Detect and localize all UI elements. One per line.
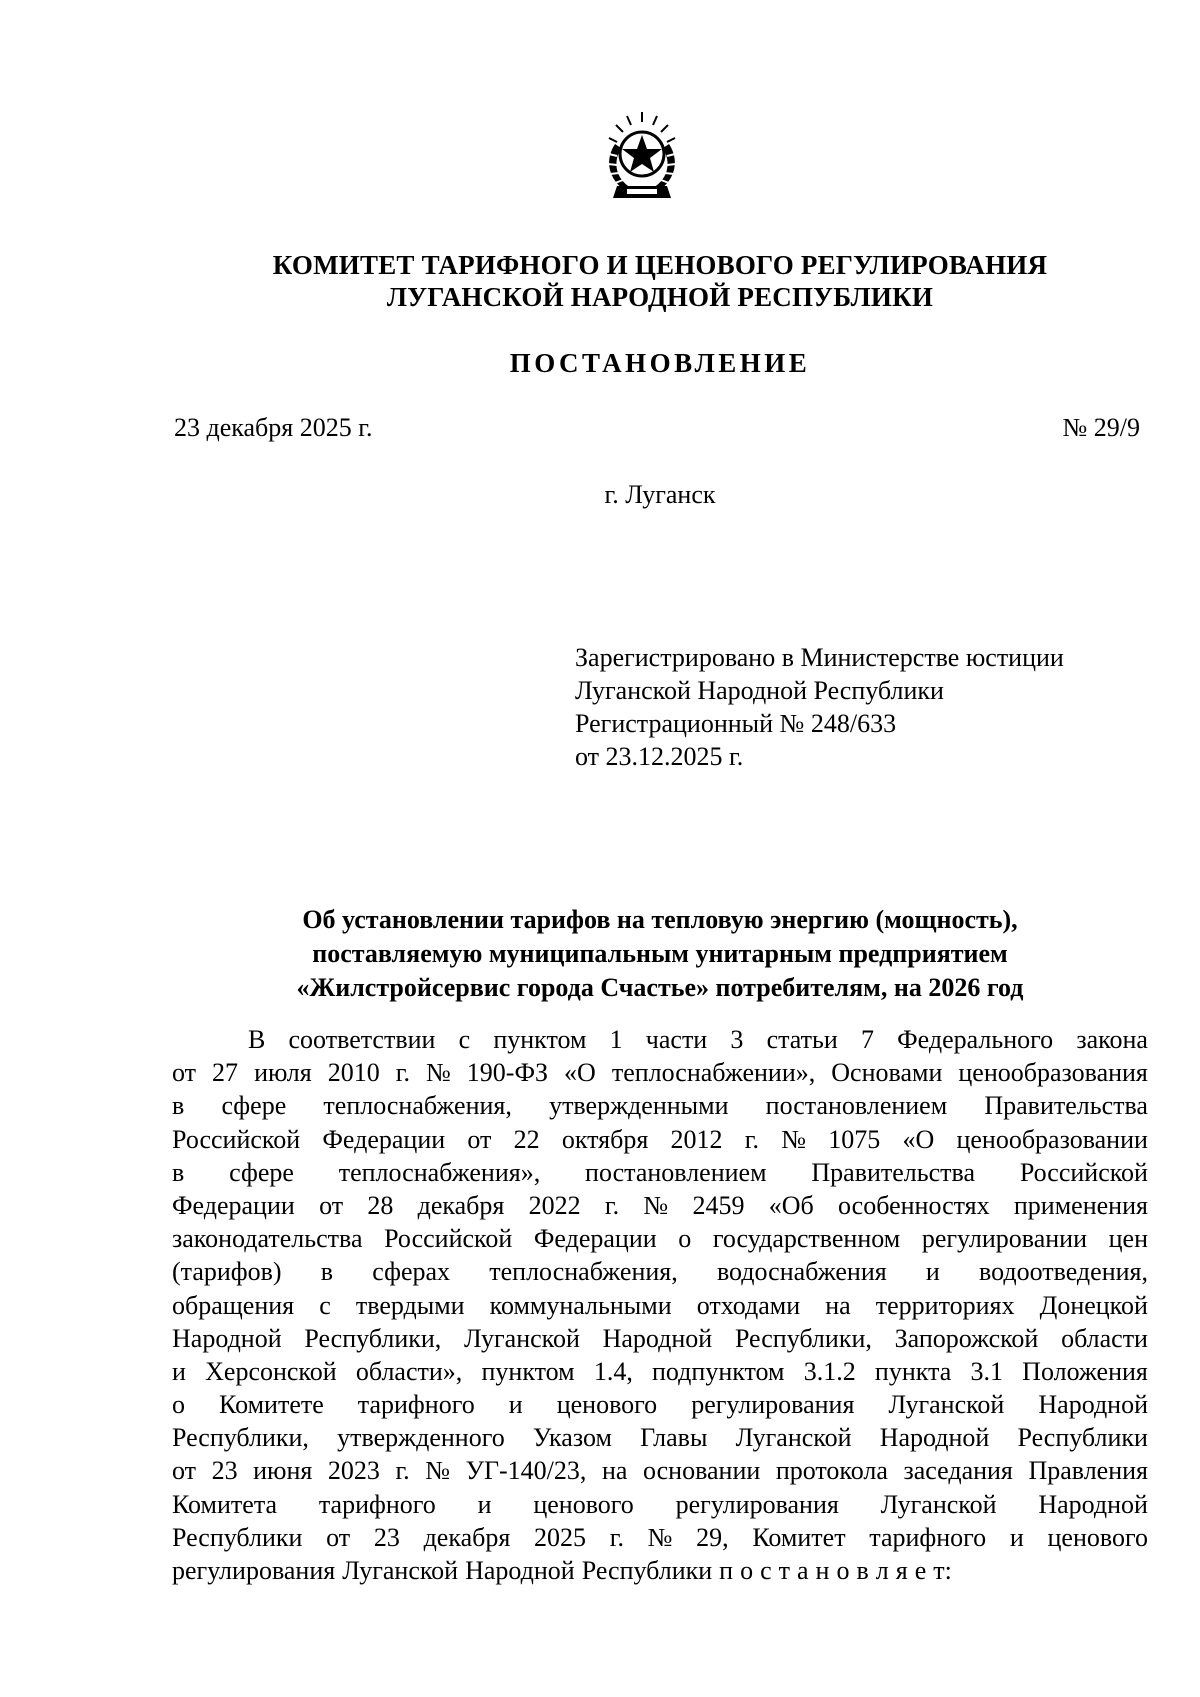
body-line: [172, 1255, 1148, 1288]
body-word: Российской: [172, 1124, 301, 1154]
body-word: 23: [373, 1522, 400, 1552]
body-word: 3.1: [970, 1356, 1003, 1386]
body-word: Главы: [640, 1423, 708, 1453]
body-line: [172, 1388, 1148, 1421]
body-word: на: [825, 1290, 851, 1320]
body-word: от: [172, 1058, 197, 1088]
body-word: о: [172, 1390, 185, 1420]
body-word: 2012: [670, 1124, 723, 1154]
body-word: №: [647, 1522, 673, 1552]
body-word: Республики: [581, 1556, 713, 1585]
body-word: Республики: [172, 1522, 303, 1552]
body-line: [172, 1554, 1148, 1587]
body-word: соответствии: [288, 1025, 436, 1054]
body-word: Луганской: [464, 1323, 580, 1353]
body-word: утвержденными: [549, 1091, 729, 1121]
body-word: Республики: [1017, 1423, 1148, 1453]
body-word: о: [836, 1556, 850, 1585]
body-word: тарифного: [357, 1390, 475, 1420]
body-word: В: [248, 1025, 266, 1054]
body-word: 190-ФЗ: [466, 1058, 549, 1088]
body-word: Основами: [831, 1058, 943, 1088]
body-word: тарифного: [318, 1489, 436, 1519]
body-word: сфере: [229, 1157, 294, 1187]
body-word: теплоснабжении»,: [611, 1058, 816, 1088]
body-word: 22: [513, 1124, 540, 1154]
body-word: т: [778, 1556, 790, 1585]
body-word: регулировании: [921, 1224, 1088, 1254]
body-word: твердыми: [355, 1290, 465, 1320]
body-word: 1075: [828, 1124, 881, 1154]
body-word: Комитета: [172, 1489, 278, 1519]
document-date: 23 декабря 2025 г.: [174, 413, 373, 442]
body-word: н: [815, 1556, 830, 1585]
body-word: особенностях: [838, 1190, 990, 1220]
body-word: декабря: [423, 1522, 511, 1552]
body-word: пунктом: [481, 1356, 575, 1386]
body-word: и: [508, 1390, 523, 1420]
body-word: 2022: [528, 1190, 581, 1220]
registration-line: Луганской Народной Республики: [575, 676, 944, 705]
registration-line: Регистрационный № 248/633: [575, 709, 897, 738]
body-word: г.: [604, 1190, 620, 1220]
body-word: «О: [564, 1058, 596, 1088]
body-word: №: [781, 1124, 807, 1154]
body-word: г.: [395, 1456, 410, 1486]
body-word: отходами: [696, 1290, 801, 1320]
body-word: Херсонской: [205, 1356, 337, 1386]
body-word: подпунктом: [652, 1356, 785, 1386]
body-word: а: [797, 1556, 809, 1585]
body-word: Народной: [465, 1556, 575, 1585]
body-word: «О: [902, 1124, 935, 1154]
body-word: Положения: [1022, 1356, 1148, 1386]
body-word: постановлением: [765, 1091, 948, 1121]
body-word: водоснабжения: [716, 1257, 887, 1287]
body-word: №: [643, 1190, 669, 1220]
body-word: 2010: [327, 1058, 380, 1088]
body-line: [172, 1123, 1148, 1156]
body-word: постановлением: [585, 1157, 767, 1187]
body-word: 1.4,: [593, 1356, 633, 1386]
body-word: заседания: [903, 1456, 1013, 1486]
document-city: г. Луганск: [604, 480, 716, 509]
body-word: Народной: [1038, 1390, 1148, 1420]
body-word: ценообразовании: [956, 1124, 1148, 1154]
body-word: г.: [609, 1522, 624, 1552]
body-word: «Об: [768, 1190, 814, 1220]
body-word: №: [425, 1058, 451, 1088]
body-word: регулирования: [675, 1489, 839, 1519]
body-word: июня: [253, 1456, 313, 1486]
body-word: Правления: [1028, 1456, 1148, 1486]
body-word: в: [856, 1556, 869, 1585]
body-line: [172, 1189, 1148, 1222]
body-word: на: [601, 1456, 628, 1486]
body-word: ценообразования: [958, 1058, 1148, 1088]
body-word: и: [477, 1489, 492, 1519]
body-word: июля: [254, 1058, 312, 1088]
body-word: пункта: [874, 1356, 952, 1386]
organization-name-line-1: КОМИТЕТ ТАРИФНОГО И ЦЕНОВОГО РЕГУЛИРОВАНИЯ: [272, 250, 1048, 280]
body-word: 3.1.2: [803, 1356, 856, 1386]
body-word: 28: [367, 1190, 394, 1220]
body-word: Луганской: [880, 1489, 997, 1519]
body-word: области»,: [355, 1356, 463, 1386]
body-word: и: [925, 1257, 940, 1287]
body-word: Республики,: [172, 1423, 309, 1453]
body-word: в: [172, 1157, 185, 1187]
body-word: Комитете: [219, 1390, 324, 1420]
body-word: цен: [1108, 1224, 1148, 1254]
body-line: [172, 1421, 1148, 1454]
body-line: [172, 1521, 1148, 1554]
body-word: т:: [933, 1556, 952, 1585]
document-type-title: ПОСТАНОВЛЕНИЕ: [509, 348, 811, 378]
body-word: г.: [744, 1124, 759, 1154]
body-word: теплоснабжения»,: [338, 1157, 541, 1187]
body-word: в: [320, 1257, 334, 1287]
body-word: статьи: [766, 1025, 838, 1054]
body-word: Народной: [879, 1423, 990, 1453]
body-word: Запорожской: [894, 1323, 1039, 1353]
body-word: обращения: [172, 1290, 295, 1320]
body-word: пунктом: [493, 1025, 587, 1054]
body-word: (тарифов): [172, 1257, 282, 1287]
body-word: Правительства: [984, 1091, 1148, 1121]
body-word: и: [172, 1356, 186, 1386]
body-line: [172, 1488, 1148, 1521]
body-word: от: [319, 1190, 344, 1220]
body-word: протокола: [775, 1456, 888, 1486]
body-word: сферах: [372, 1257, 451, 1287]
body-word: и: [1009, 1522, 1024, 1552]
body-line: [172, 1322, 1148, 1355]
body-word: ценового: [533, 1489, 634, 1519]
body-word: Луганской: [342, 1556, 459, 1585]
body-word: о: [740, 1556, 754, 1585]
registration-line: Зарегистрировано в Министерстве юстиции: [575, 643, 1064, 672]
body-word: теплоснабжения,: [323, 1091, 512, 1121]
body-word: теплоснабжения,: [489, 1257, 678, 1287]
body-word: Федерации: [533, 1224, 657, 1254]
document-number: № 29/9: [1062, 413, 1140, 442]
subject-line: «Жилстройсервис города Счастье» потребителям, на 2026 год: [296, 973, 1024, 1002]
body-word: 1: [609, 1025, 623, 1054]
body-word: регулирования: [172, 1556, 336, 1585]
body-line: [172, 1156, 1148, 1189]
organization-name-line-2: ЛУГАНСКОЙ НАРОДНОЙ РЕСПУБЛИКИ: [386, 282, 934, 312]
body-word: с: [319, 1290, 331, 1320]
body-word: 2459: [692, 1190, 745, 1220]
body-word: Республики,: [734, 1323, 872, 1353]
body-word: от: [326, 1522, 351, 1552]
body-word: октября: [561, 1124, 649, 1154]
body-word: в: [172, 1091, 185, 1121]
body-word: закона: [1076, 1025, 1148, 1054]
body-line: [172, 1289, 1148, 1322]
body-word: 29,: [696, 1522, 729, 1552]
body-word: 2023: [327, 1456, 380, 1486]
body-word: Республики,: [304, 1323, 442, 1353]
body-word: декабря: [417, 1190, 505, 1220]
subject-line: поставляемую муниципальным унитарным предприятием: [312, 939, 1008, 968]
body-word: Луганской: [888, 1390, 1005, 1420]
body-word: п: [719, 1556, 734, 1585]
body-word: л: [875, 1556, 889, 1585]
body-word: Федерального: [897, 1025, 1054, 1054]
body-word: от: [172, 1456, 197, 1486]
body-word: Правительства: [811, 1157, 975, 1187]
body-word: ценового: [556, 1390, 658, 1420]
body-word: части: [645, 1025, 708, 1054]
body-word: тарифного: [869, 1522, 987, 1552]
body-word: е: [914, 1556, 927, 1585]
body-word: утвержденного: [337, 1423, 505, 1453]
body-word: законодательства: [172, 1224, 363, 1254]
body-word: регулирования: [691, 1390, 855, 1420]
body-word: о: [678, 1224, 692, 1254]
body-line: [172, 1056, 1148, 1089]
body-word: 3: [730, 1025, 744, 1054]
body-word: №: [425, 1456, 451, 1486]
body-word: ценового: [1047, 1522, 1148, 1552]
body-word: применения: [1013, 1190, 1148, 1220]
body-word: основании: [642, 1456, 761, 1486]
body-word: области: [1061, 1323, 1148, 1353]
body-word: Луганской: [735, 1423, 852, 1453]
body-word: Указом: [532, 1423, 612, 1453]
body-word: 23: [211, 1456, 238, 1486]
body-word: сфере: [221, 1091, 287, 1121]
body-word: 27: [212, 1058, 239, 1088]
registration-line: от 23.12.2025 г.: [575, 742, 744, 771]
body-word: с: [760, 1556, 772, 1585]
body-word: Федерации: [322, 1124, 446, 1154]
body-word: Комитет: [752, 1522, 846, 1552]
coat-of-arms-emblem-icon: [597, 104, 687, 204]
body-word: 7: [860, 1025, 874, 1054]
body-word: коммунальными: [489, 1290, 672, 1320]
body-line: [172, 1023, 1148, 1056]
body-word: Донецкой: [1039, 1290, 1148, 1320]
body-line: [172, 1355, 1148, 1388]
body-paragraph: [172, 1023, 1148, 1587]
registration-stamp: [575, 641, 1064, 773]
body-word: 2025: [534, 1522, 587, 1552]
body-word: Народной: [602, 1323, 713, 1353]
document-subject-title: [160, 903, 1160, 1005]
body-word: Российской: [384, 1224, 513, 1254]
body-line: [172, 1222, 1148, 1255]
subject-line: Об установлении тарифов на тепловую энергию (мощность),: [302, 905, 1018, 934]
body-word: территориях: [875, 1290, 1015, 1320]
body-word: г.: [395, 1058, 410, 1088]
body-word: с: [458, 1025, 471, 1054]
body-line: [172, 1454, 1148, 1487]
body-word: Федерации: [172, 1190, 295, 1220]
body-word: УГ-140/23,: [465, 1456, 587, 1486]
body-word: водоотведения,: [979, 1257, 1148, 1287]
body-word: государственном: [712, 1224, 901, 1254]
body-word: от: [467, 1124, 492, 1154]
body-word: Российской: [1019, 1157, 1148, 1187]
body-word: Народной: [172, 1323, 282, 1353]
body-word: я: [895, 1556, 908, 1585]
body-word: Народной: [1038, 1489, 1148, 1519]
body-line: [172, 1089, 1148, 1122]
